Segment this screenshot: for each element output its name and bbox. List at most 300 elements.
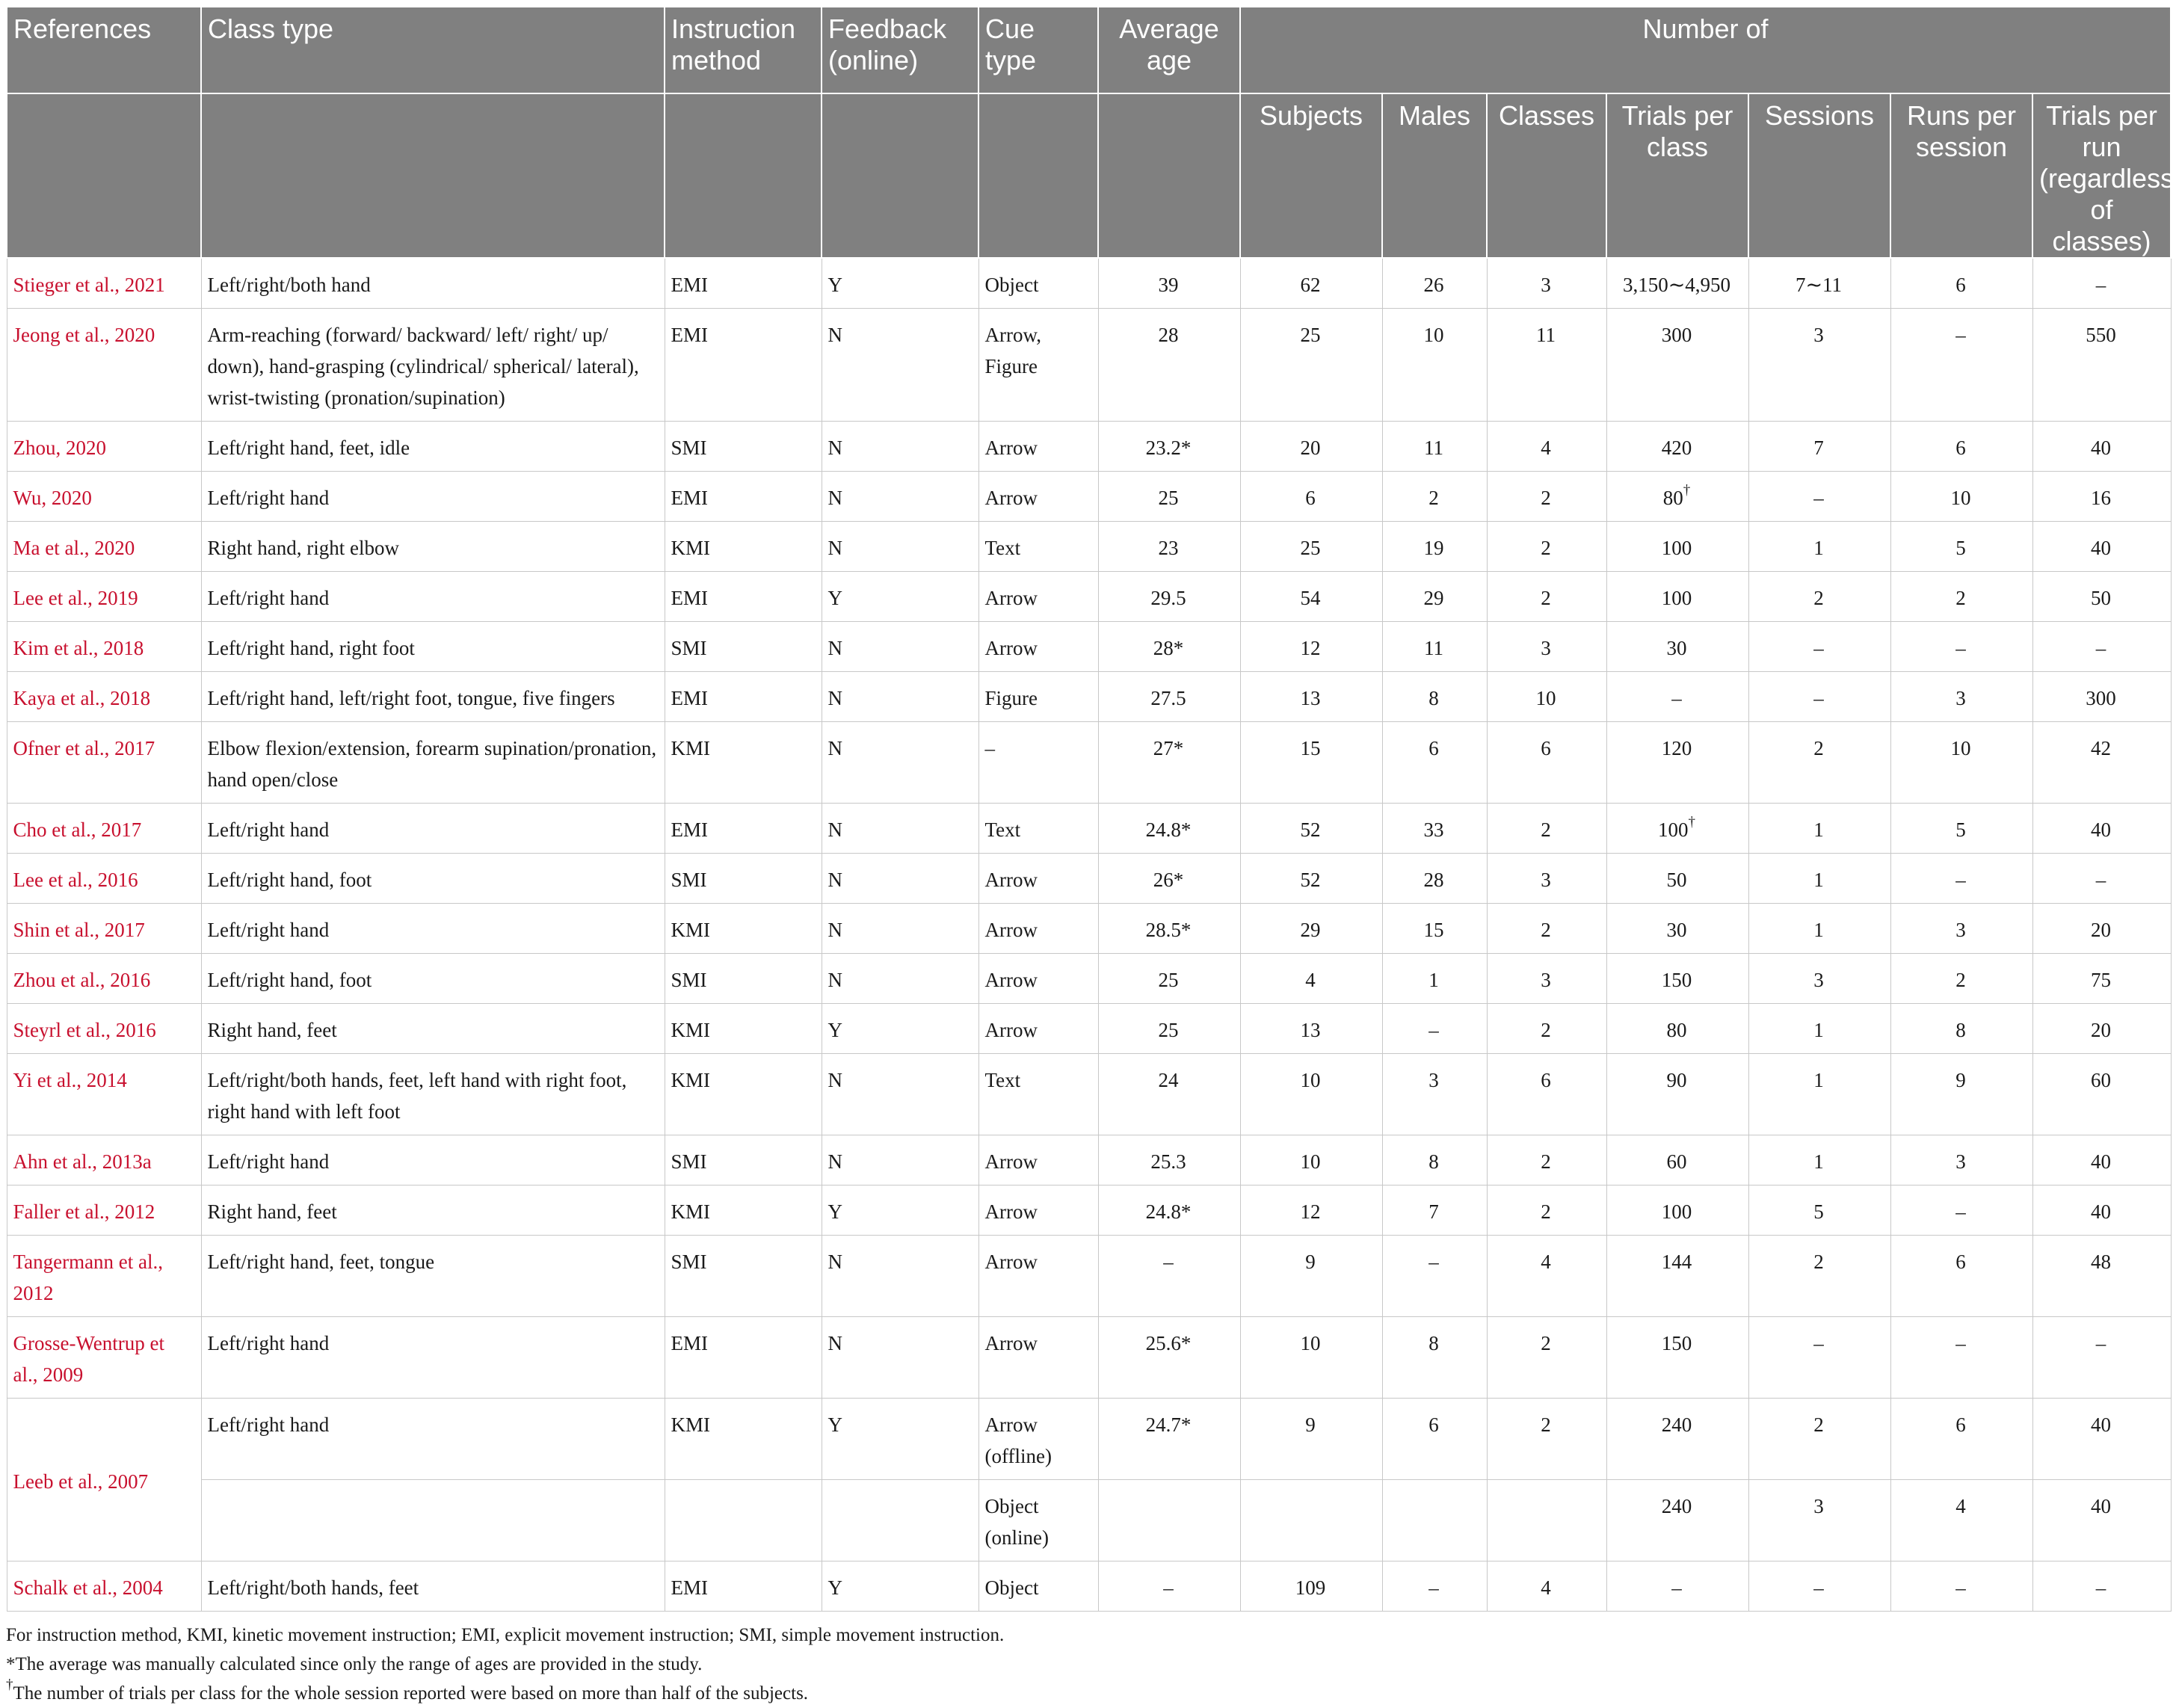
instruction-method-cell: SMI: [665, 422, 822, 472]
trials-per-run-cell: 40: [2032, 1480, 2171, 1561]
reference-cell[interactable]: Lee et al., 2019: [7, 572, 201, 622]
class-type-cell: Left/right/both hands, feet: [201, 1561, 665, 1612]
trials-per-run-cell: 20: [2032, 904, 2171, 954]
cue-type-cell: –: [978, 722, 1098, 804]
trials-per-class-cell: 144: [1606, 1236, 1748, 1317]
sessions-cell: 2: [1748, 722, 1890, 804]
trials-per-run-cell: 42: [2032, 722, 2171, 804]
instruction-method-cell: [665, 1480, 822, 1561]
table-row: [7, 1186, 2171, 1236]
trials-per-run-cell: –: [2032, 622, 2171, 672]
table-row: [7, 309, 2171, 422]
cue-type-cell: Object: [978, 1561, 1098, 1612]
instruction-method-cell: KMI: [665, 722, 822, 804]
header-instruction-method: Instruction method: [665, 7, 822, 93]
table-row: [7, 422, 2171, 472]
sessions-cell: 2: [1748, 572, 1890, 622]
average-age-cell: 39: [1098, 258, 1240, 309]
runs-per-session-cell: –: [1890, 1317, 2032, 1399]
subjects-cell: 109: [1240, 1561, 1382, 1612]
table-row: [7, 472, 2171, 522]
footnote-trials: [6, 1679, 2170, 1708]
runs-per-session-cell: 6: [1890, 1236, 2032, 1317]
subjects-cell: 9: [1240, 1236, 1382, 1317]
runs-per-session-cell: 6: [1890, 1399, 2032, 1480]
cue-type-cell: Arrow: [978, 1135, 1098, 1186]
header-blank: [978, 93, 1098, 258]
instruction-method-cell: SMI: [665, 622, 822, 672]
trials-per-class-cell: 3,150∼4,950: [1606, 258, 1748, 309]
sessions-cell: 1: [1748, 522, 1890, 572]
classes-cell: 2: [1487, 1004, 1606, 1054]
table-row: [7, 1054, 2171, 1135]
average-age-cell: –: [1098, 1561, 1240, 1612]
males-cell: 8: [1382, 672, 1487, 722]
trials-per-class-cell: 240: [1606, 1480, 1748, 1561]
sessions-cell: 7: [1748, 422, 1890, 472]
header-number-of: Number of: [1240, 7, 2171, 93]
class-type-cell: Left/right hand, left/right foot, tongue, five fingers: [201, 672, 665, 722]
cue-type-cell: Object (online): [978, 1480, 1098, 1561]
cue-type-cell: Arrow: [978, 472, 1098, 522]
subjects-cell: 15: [1240, 722, 1382, 804]
males-cell: 29: [1382, 572, 1487, 622]
trials-per-run-cell: 300: [2032, 672, 2171, 722]
trials-per-class-cell-value: 100: [1658, 818, 1689, 841]
class-type-cell: Left/right hand: [201, 1399, 665, 1480]
feedback-cell: N: [822, 804, 978, 854]
instruction-method-cell: KMI: [665, 1186, 822, 1236]
subjects-cell: 25: [1240, 309, 1382, 422]
reference-cell[interactable]: Wu, 2020: [7, 472, 201, 522]
instruction-method-cell: KMI: [665, 1399, 822, 1480]
subjects-cell: 13: [1240, 1004, 1382, 1054]
feedback-cell: N: [822, 954, 978, 1004]
class-type-cell: Right hand, feet: [201, 1186, 665, 1236]
average-age-cell: 25.6*: [1098, 1317, 1240, 1399]
feedback-cell: Y: [822, 1186, 978, 1236]
class-type-cell: Left/right hand: [201, 1317, 665, 1399]
runs-per-session-cell: –: [1890, 622, 2032, 672]
cue-type-cell: Arrow: [978, 954, 1098, 1004]
header-row: [7, 7, 2171, 93]
males-cell: –: [1382, 1004, 1487, 1054]
classes-cell: 6: [1487, 1054, 1606, 1135]
reference-cell[interactable]: Kim et al., 2018: [7, 622, 201, 672]
reference-cell[interactable]: Stieger et al., 2021: [7, 258, 201, 309]
sessions-cell: 7∼11: [1748, 258, 1890, 309]
cue-type-cell: Arrow (offline): [978, 1399, 1098, 1480]
footnote-trials-text: The number of trials per class for the whole session reported were based on more than half of the subjects.: [13, 1683, 809, 1704]
trials-per-class-cell: 420: [1606, 422, 1748, 472]
table-row: [7, 954, 2171, 1004]
classes-cell: 2: [1487, 572, 1606, 622]
reference-cell[interactable]: Lee et al., 2016: [7, 854, 201, 904]
class-type-cell: Right hand, feet: [201, 1004, 665, 1054]
males-cell: 15: [1382, 904, 1487, 954]
subjects-cell: 62: [1240, 258, 1382, 309]
average-age-cell: 26*: [1098, 854, 1240, 904]
instruction-method-cell: EMI: [665, 472, 822, 522]
trials-per-class-cell: 240: [1606, 1399, 1748, 1480]
instruction-method-cell: KMI: [665, 1054, 822, 1135]
instruction-method-cell: EMI: [665, 309, 822, 422]
sessions-cell: 5: [1748, 1186, 1890, 1236]
sessions-cell: 1: [1748, 1054, 1890, 1135]
table-row: [7, 1236, 2171, 1317]
subjects-cell: 9: [1240, 1399, 1382, 1480]
reference-cell[interactable]: Zhou, 2020: [7, 422, 201, 472]
runs-per-session-cell: –: [1890, 309, 2032, 422]
instruction-method-cell: EMI: [665, 804, 822, 854]
subjects-cell: 29: [1240, 904, 1382, 954]
runs-per-session-cell: 3: [1890, 672, 2032, 722]
table-row: [7, 522, 2171, 572]
reference-cell[interactable]: Leeb et al., 2007: [7, 1399, 201, 1561]
cue-type-cell: Arrow: [978, 904, 1098, 954]
instruction-method-cell: SMI: [665, 1135, 822, 1186]
average-age-cell: 24.8*: [1098, 1186, 1240, 1236]
instruction-method-cell: KMI: [665, 1004, 822, 1054]
reference-cell[interactable]: Yi et al., 2014: [7, 1054, 201, 1135]
feedback-cell: N: [822, 1054, 978, 1135]
classes-cell: 3: [1487, 258, 1606, 309]
average-age-cell: 24.8*: [1098, 804, 1240, 854]
runs-per-session-cell: 5: [1890, 522, 2032, 572]
runs-per-session-cell: 10: [1890, 472, 2032, 522]
instruction-method-cell: EMI: [665, 1561, 822, 1612]
average-age-cell: [1098, 1480, 1240, 1561]
cue-type-cell: Figure: [978, 672, 1098, 722]
trials-per-class-cell: –: [1606, 672, 1748, 722]
males-cell: 6: [1382, 1399, 1487, 1480]
table-row: [7, 1399, 2171, 1480]
sessions-cell: –: [1748, 672, 1890, 722]
cue-type-cell: Arrow: [978, 1236, 1098, 1317]
cue-type-cell: Text: [978, 804, 1098, 854]
feedback-cell: N: [822, 904, 978, 954]
feedback-cell: N: [822, 854, 978, 904]
runs-per-session-cell: 6: [1890, 258, 2032, 309]
runs-per-session-cell: 5: [1890, 804, 2032, 854]
table-row: [7, 1135, 2171, 1186]
class-type-cell: Left/right hand: [201, 804, 665, 854]
classes-cell: 11: [1487, 309, 1606, 422]
sessions-cell: 1: [1748, 1135, 1890, 1186]
footnote-mark: †: [1688, 814, 1695, 830]
trials-per-class-cell: 80: [1606, 1004, 1748, 1054]
classes-cell: [1487, 1480, 1606, 1561]
instruction-method-cell: EMI: [665, 572, 822, 622]
trials-per-class-cell: 300: [1606, 309, 1748, 422]
trials-per-class-cell: [1606, 472, 1748, 522]
trials-per-class-cell: 150: [1606, 954, 1748, 1004]
males-cell: 8: [1382, 1135, 1487, 1186]
runs-per-session-cell: 8: [1890, 1004, 2032, 1054]
runs-per-session-cell: 9: [1890, 1054, 2032, 1135]
header-males: Males: [1382, 93, 1487, 258]
footnote-abbreviations: For instruction method, KMI, kinetic movement instruction; EMI, explicit movement instruction; SMI, simple movement instruction.: [6, 1625, 1005, 1645]
trials-per-run-cell: 40: [2032, 422, 2171, 472]
trials-per-run-cell: 16: [2032, 472, 2171, 522]
header-blank: [201, 93, 665, 258]
average-age-cell: 28*: [1098, 622, 1240, 672]
sessions-cell: –: [1748, 1317, 1890, 1399]
average-age-cell: 24: [1098, 1054, 1240, 1135]
reference-cell[interactable]: Zhou et al., 2016: [7, 954, 201, 1004]
header-classes: Classes: [1487, 93, 1606, 258]
runs-per-session-cell: 4: [1890, 1480, 2032, 1561]
males-cell: 33: [1382, 804, 1487, 854]
trials-per-class-cell: –: [1606, 1561, 1748, 1612]
feedback-cell: N: [822, 422, 978, 472]
sessions-cell: 1: [1748, 904, 1890, 954]
footnote-average: *The average was manually calculated since only the range of ages are provided in the study.: [6, 1654, 703, 1674]
feedback-cell: Y: [822, 572, 978, 622]
classes-cell: 4: [1487, 1236, 1606, 1317]
reference-cell[interactable]: Grosse-Wentrup et al., 2009: [7, 1317, 201, 1399]
trials-per-run-cell: 40: [2032, 1186, 2171, 1236]
runs-per-session-cell: –: [1890, 1561, 2032, 1612]
sessions-cell: –: [1748, 472, 1890, 522]
header-blank: [822, 93, 978, 258]
classes-cell: 2: [1487, 904, 1606, 954]
header-average-age: Average age: [1098, 7, 1240, 93]
studies-table: [6, 6, 2175, 1612]
header-feedback: Feedback (online): [822, 7, 978, 93]
subjects-cell: 25: [1240, 522, 1382, 572]
class-type-cell: [201, 1480, 665, 1561]
average-age-cell: 25: [1098, 472, 1240, 522]
sessions-cell: 2: [1748, 1236, 1890, 1317]
males-cell: 19: [1382, 522, 1487, 572]
reference-cell[interactable]: Ofner et al., 2017: [7, 722, 201, 804]
feedback-cell: N: [822, 1317, 978, 1399]
males-cell: –: [1382, 1236, 1487, 1317]
trials-per-run-cell: –: [2032, 1561, 2171, 1612]
average-age-cell: 25: [1098, 954, 1240, 1004]
sessions-cell: –: [1748, 1561, 1890, 1612]
header-blank: [7, 93, 201, 258]
subjects-cell: 52: [1240, 854, 1382, 904]
subjects-cell: 6: [1240, 472, 1382, 522]
header-trials-per-class: Trials per class: [1606, 93, 1748, 258]
trials-per-class-cell: 150: [1606, 1317, 1748, 1399]
cue-type-cell: Object: [978, 258, 1098, 309]
males-cell: 7: [1382, 1186, 1487, 1236]
feedback-cell: [822, 1480, 978, 1561]
header-sessions: Sessions: [1748, 93, 1890, 258]
class-type-cell: Left/right hand: [201, 472, 665, 522]
classes-cell: 2: [1487, 472, 1606, 522]
trials-per-class-cell-value: 80: [1662, 487, 1683, 509]
class-type-cell: Left/right hand: [201, 904, 665, 954]
subjects-cell: 12: [1240, 622, 1382, 672]
instruction-method-cell: EMI: [665, 258, 822, 309]
subjects-cell: 10: [1240, 1054, 1382, 1135]
trials-per-class-cell: 100: [1606, 1186, 1748, 1236]
males-cell: 28: [1382, 854, 1487, 904]
reference-cell[interactable]: Shin et al., 2017: [7, 904, 201, 954]
table-row: [7, 258, 2171, 309]
sessions-cell: 3: [1748, 1480, 1890, 1561]
instruction-method-cell: SMI: [665, 954, 822, 1004]
classes-cell: 2: [1487, 522, 1606, 572]
average-age-cell: –: [1098, 1236, 1240, 1317]
instruction-method-cell: KMI: [665, 904, 822, 954]
classes-cell: 2: [1487, 1186, 1606, 1236]
average-age-cell: 23.2*: [1098, 422, 1240, 472]
average-age-cell: 25: [1098, 1004, 1240, 1054]
dagger-mark: †: [6, 1677, 13, 1693]
trials-per-class-cell: 100: [1606, 522, 1748, 572]
class-type-cell: Left/right hand: [201, 572, 665, 622]
instruction-method-cell: KMI: [665, 522, 822, 572]
reference-cell[interactable]: Cho et al., 2017: [7, 804, 201, 854]
cue-type-cell: Arrow: [978, 622, 1098, 672]
runs-per-session-cell: 3: [1890, 1135, 2032, 1186]
table-row: [7, 672, 2171, 722]
subjects-cell: 4: [1240, 954, 1382, 1004]
males-cell: 10: [1382, 309, 1487, 422]
males-cell: 11: [1382, 622, 1487, 672]
trials-per-run-cell: –: [2032, 1317, 2171, 1399]
feedback-cell: Y: [822, 258, 978, 309]
cue-type-cell: Arrow: [978, 1186, 1098, 1236]
average-age-cell: 28: [1098, 309, 1240, 422]
trials-per-run-cell: 40: [2032, 1399, 2171, 1480]
subjects-cell: 12: [1240, 1186, 1382, 1236]
reference-cell[interactable]: Schalk et al., 2004: [7, 1561, 201, 1612]
runs-per-session-cell: 3: [1890, 904, 2032, 954]
feedback-cell: N: [822, 472, 978, 522]
males-cell: 3: [1382, 1054, 1487, 1135]
cue-type-cell: Text: [978, 1054, 1098, 1135]
header-references: References: [7, 7, 201, 93]
runs-per-session-cell: 6: [1890, 422, 2032, 472]
class-type-cell: Left/right hand: [201, 1135, 665, 1186]
runs-per-session-cell: –: [1890, 854, 2032, 904]
cue-type-cell: Arrow: [978, 854, 1098, 904]
sessions-cell: 3: [1748, 309, 1890, 422]
cue-type-cell: Text: [978, 522, 1098, 572]
trials-per-run-cell: 60: [2032, 1054, 2171, 1135]
runs-per-session-cell: 2: [1890, 954, 2032, 1004]
header-class-type: Class type: [201, 7, 665, 93]
males-cell: 1: [1382, 954, 1487, 1004]
class-type-cell: Arm-reaching (forward/ backward/ left/ right/ up/ down), hand-grasping (cylindrical/ spherical/ lateral), wrist-twisting (pronation/supination): [201, 309, 665, 422]
classes-cell: 4: [1487, 1561, 1606, 1612]
class-type-cell: Left/right hand, foot: [201, 954, 665, 1004]
sessions-cell: 2: [1748, 1399, 1890, 1480]
table-row: [7, 1561, 2171, 1612]
reference-cell[interactable]: Faller et al., 2012: [7, 1186, 201, 1236]
trials-per-class-cell: 30: [1606, 904, 1748, 954]
table-container: [6, 6, 2175, 1708]
class-type-cell: Right hand, right elbow: [201, 522, 665, 572]
table-row: [7, 1317, 2171, 1399]
subjects-cell: 52: [1240, 804, 1382, 854]
cue-type-cell: Arrow: [978, 422, 1098, 472]
runs-per-session-cell: 10: [1890, 722, 2032, 804]
classes-cell: 2: [1487, 804, 1606, 854]
reference-cell[interactable]: Ma et al., 2020: [7, 522, 201, 572]
class-type-cell: Left/right hand, feet, idle: [201, 422, 665, 472]
instruction-method-cell: EMI: [665, 1317, 822, 1399]
reference-cell[interactable]: Kaya et al., 2018: [7, 672, 201, 722]
trials-per-class-cell: [1606, 804, 1748, 854]
classes-cell: 2: [1487, 1135, 1606, 1186]
males-cell: 6: [1382, 722, 1487, 804]
trials-per-run-cell: 20: [2032, 1004, 2171, 1054]
header-trials-per-run: Trials per run (regardless of classes): [2032, 93, 2171, 258]
reference-cell[interactable]: Jeong et al., 2020: [7, 309, 201, 422]
feedback-cell: Y: [822, 1399, 978, 1480]
average-age-cell: 27.5: [1098, 672, 1240, 722]
class-type-cell: Left/right hand, right foot: [201, 622, 665, 672]
table-row: [7, 1480, 2171, 1561]
feedback-cell: N: [822, 522, 978, 572]
sessions-cell: 3: [1748, 954, 1890, 1004]
males-cell: [1382, 1480, 1487, 1561]
average-age-cell: 23: [1098, 522, 1240, 572]
table-footnotes: [6, 1621, 2170, 1708]
sessions-cell: –: [1748, 622, 1890, 672]
feedback-cell: N: [822, 622, 978, 672]
class-type-cell: Left/right hand, feet, tongue: [201, 1236, 665, 1317]
table-row: [7, 722, 2171, 804]
classes-cell: 6: [1487, 722, 1606, 804]
class-type-cell: Left/right hand, foot: [201, 854, 665, 904]
reference-cell[interactable]: Steyrl et al., 2016: [7, 1004, 201, 1054]
trials-per-class-cell: 100: [1606, 572, 1748, 622]
header-blank: [665, 93, 822, 258]
runs-per-session-cell: 2: [1890, 572, 2032, 622]
trials-per-run-cell: 40: [2032, 804, 2171, 854]
reference-cell[interactable]: Tangermann et al., 2012: [7, 1236, 201, 1317]
feedback-cell: N: [822, 309, 978, 422]
subjects-cell: 10: [1240, 1135, 1382, 1186]
cue-type-cell: Arrow: [978, 572, 1098, 622]
feedback-cell: N: [822, 722, 978, 804]
feedback-cell: Y: [822, 1004, 978, 1054]
subjects-cell: 20: [1240, 422, 1382, 472]
table-row: [7, 622, 2171, 672]
header-runs-per-session: Runs per session: [1890, 93, 2032, 258]
table-row: [7, 1004, 2171, 1054]
trials-per-run-cell: 550: [2032, 309, 2171, 422]
cue-type-cell: Arrow: [978, 1004, 1098, 1054]
males-cell: –: [1382, 1561, 1487, 1612]
trials-per-run-cell: 50: [2032, 572, 2171, 622]
trials-per-class-cell: 60: [1606, 1135, 1748, 1186]
trials-per-class-cell: 120: [1606, 722, 1748, 804]
average-age-cell: 24.7*: [1098, 1399, 1240, 1480]
classes-cell: 10: [1487, 672, 1606, 722]
instruction-method-cell: SMI: [665, 854, 822, 904]
feedback-cell: N: [822, 1135, 978, 1186]
class-type-cell: Elbow flexion/extension, forearm supination/pronation, hand open/close: [201, 722, 665, 804]
classes-cell: 3: [1487, 854, 1606, 904]
cue-type-cell: Arrow, Figure: [978, 309, 1098, 422]
average-age-cell: 28.5*: [1098, 904, 1240, 954]
cue-type-cell: Arrow: [978, 1317, 1098, 1399]
footnote-mark: †: [1683, 482, 1691, 499]
reference-cell[interactable]: Ahn et al., 2013a: [7, 1135, 201, 1186]
trials-per-run-cell: 40: [2032, 522, 2171, 572]
class-type-cell: Left/right/both hands, feet, left hand with right foot, right hand with left foot: [201, 1054, 665, 1135]
males-cell: 11: [1382, 422, 1487, 472]
